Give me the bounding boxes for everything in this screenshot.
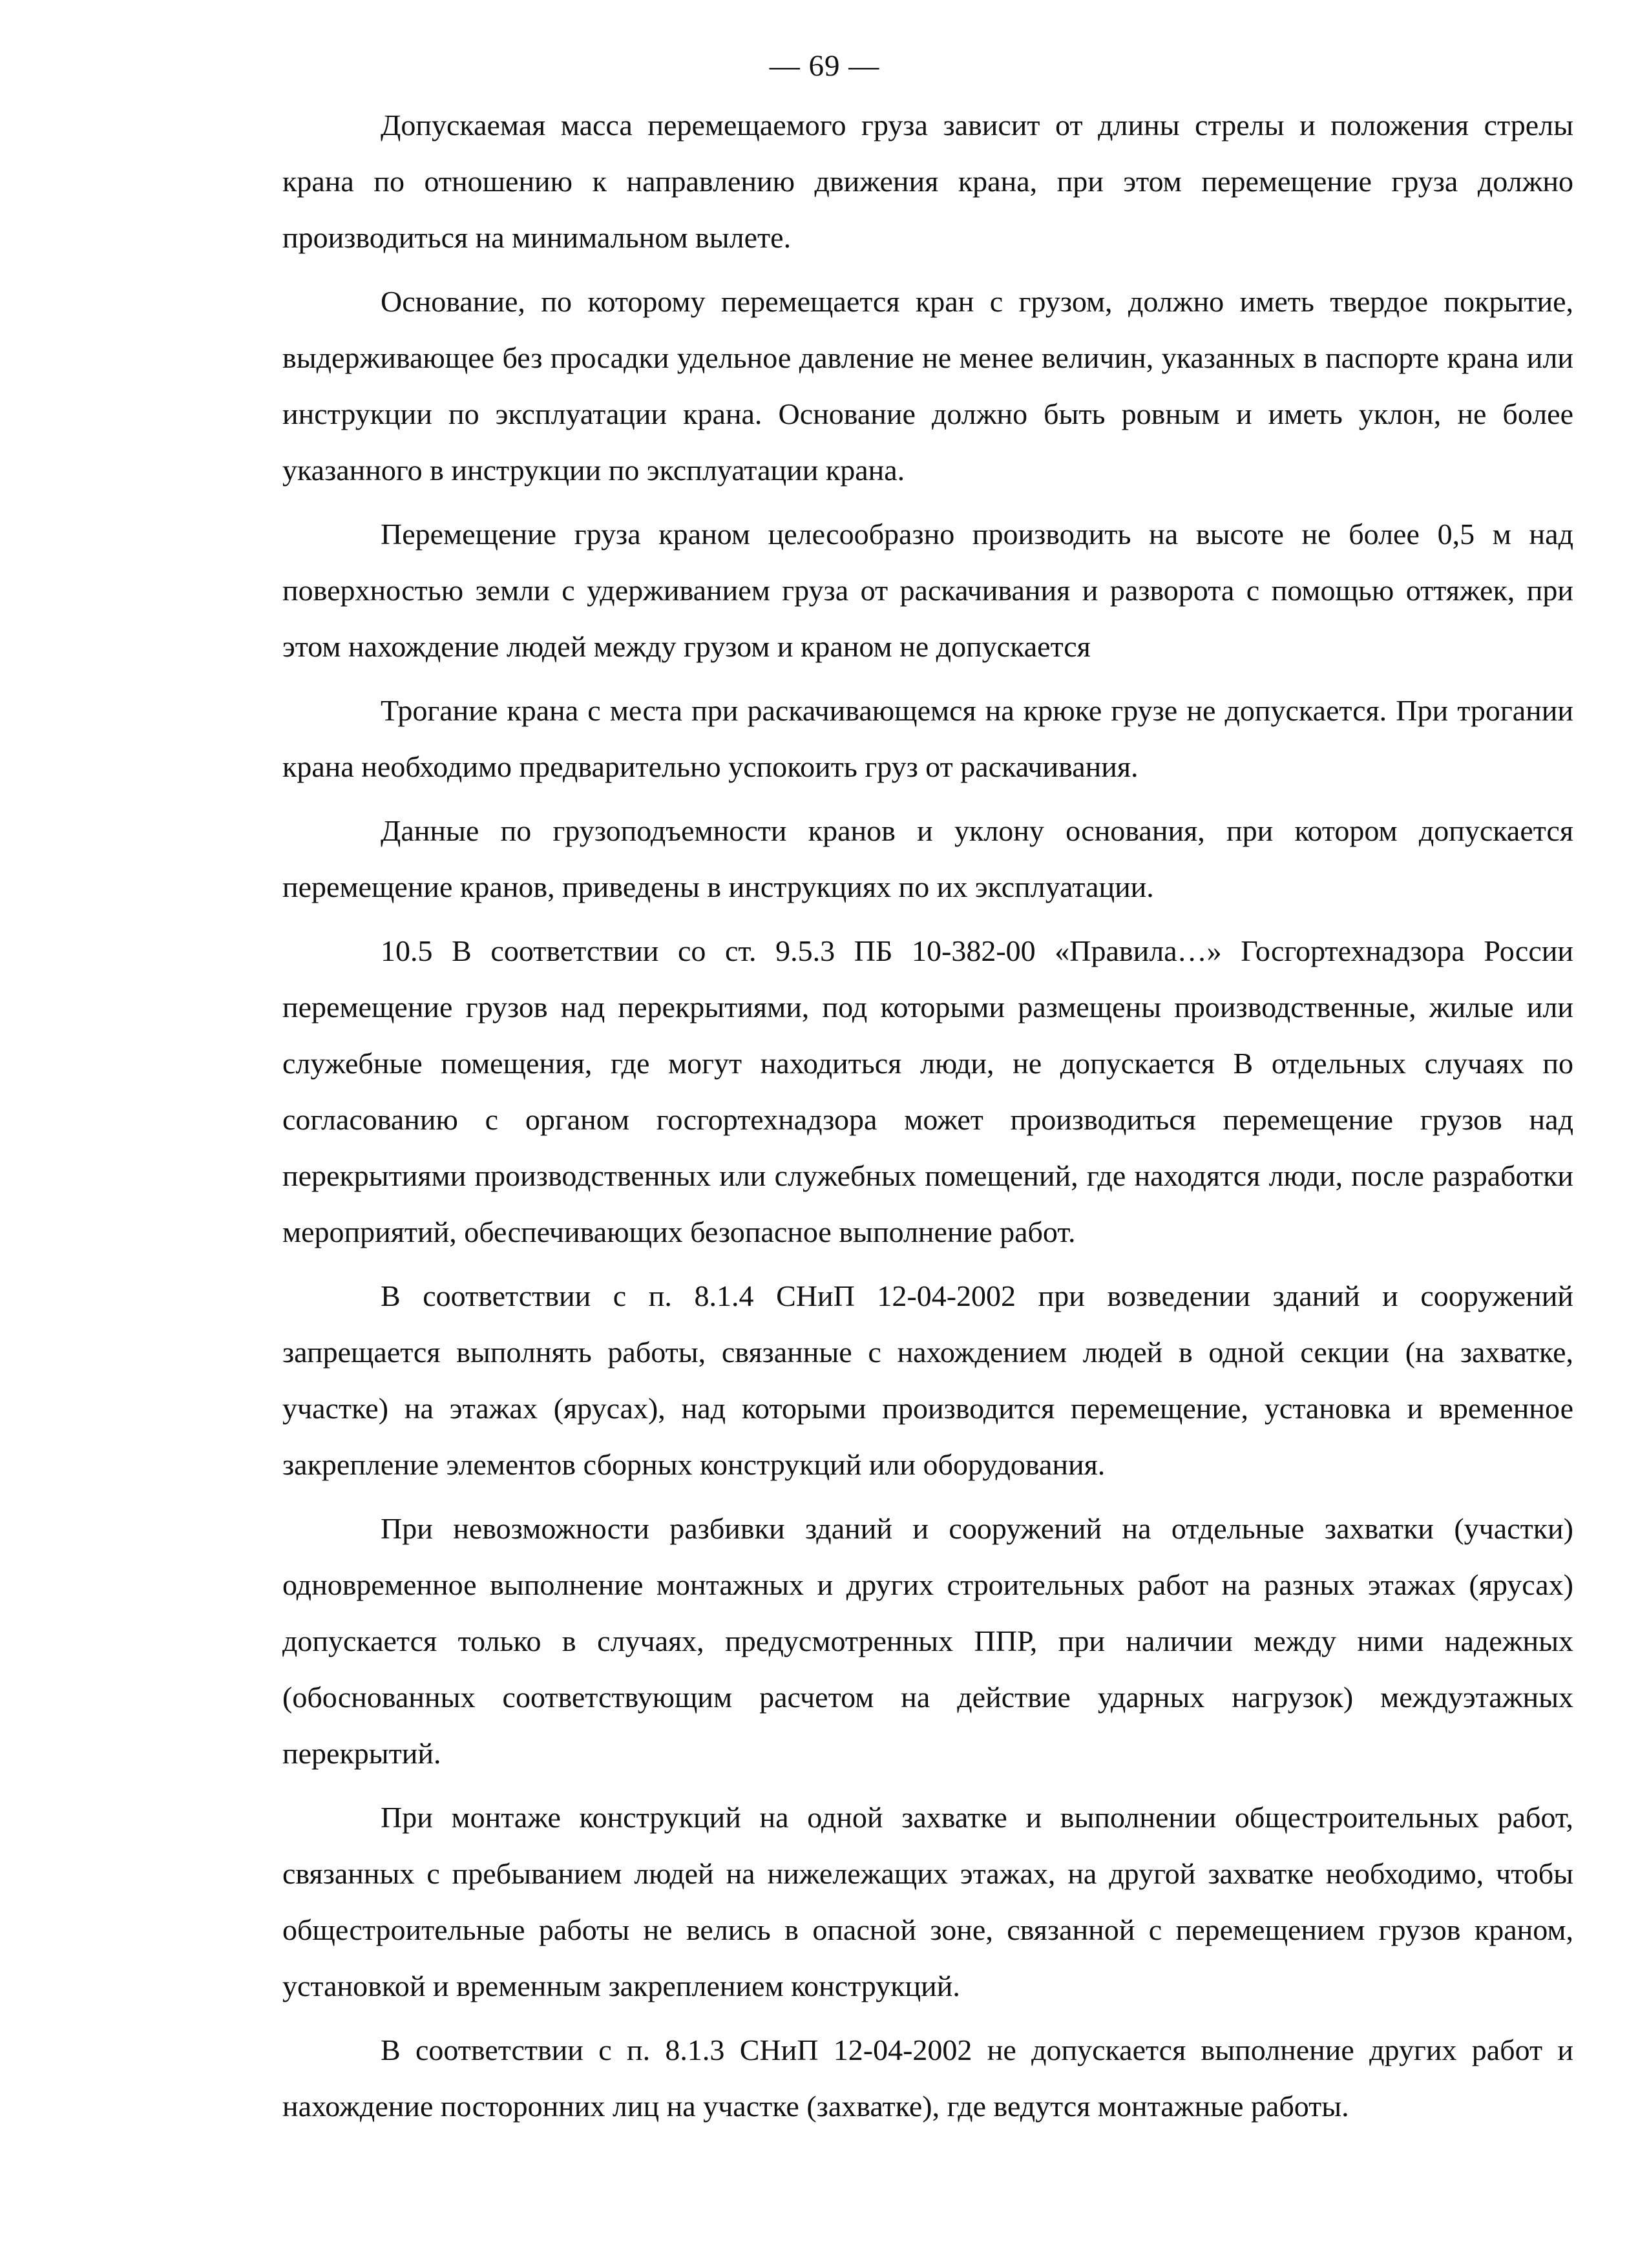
paragraph-section-10-5: 10.5 В соответствии со ст. 9.5.3 ПБ 10-382-00 «Правила…» Госгортехнадзора России перемещение грузов над перекрытиями, под которыми размещены производственные, жилые или служебные помещения, где могут находиться люди, не допускается В отдельных случаях по согласованию с органом госгортехнадзора может производиться перемещение грузов над перекрытиями производственных или служебных помещений, где находятся люди, после разработки мероприятий, обеспечивающих безопасное выполнение работ.	[282, 934, 1573, 1248]
paragraph-capacity-data: Данные по грузоподъемности кранов и уклону основания, при котором допускается перемещение кранов, приведены в инструкциях по их эксплуатации.	[282, 814, 1573, 903]
paragraph-crane-start: Трогание крана с места при раскачивающемся на крюке грузе не допускается. При трогании крана необходимо предварительно успокоить груз от раскачивания.	[282, 694, 1573, 783]
paragraph-mounting-zones: При монтаже конструкций на одной захватке и выполнении общестроительных работ, связанных с пребыванием людей на нижележащих этажах, на другой захватке необходимо, чтобы общестроительные работы не велись в опасной зоне, связанной с перемещением грузов краном, установкой и временным закреплением конструкций.	[282, 1801, 1573, 2002]
document-body	[282, 97, 1573, 2142]
paragraph-cargo-mass: Допускаемая масса перемещаемого груза зависит от длины стрелы и положения стрелы крана по отношению к направлению движения крана, при этом перемещение груза должно производиться на минимальном вылете.	[282, 109, 1573, 254]
paragraph-snip-8-1-4: В соответствии с п. 8.1.4 СНиП 12-04-2002 при возведении зданий и сооружений запрещается выполнять работы, связанные с нахождением людей в одной секции (на захватке, участке) на этажах (ярусах), над которыми производится перемещение, установка и временное закрепление элементов сборных конструкций или оборудования.	[282, 1279, 1573, 1481]
paragraph-crane-base: Основание, по которому перемещается кран с грузом, должно иметь твердое покрытие, выдерживающее без просадки удельное давление не менее величин, указанных в паспорте крана или инструкции по эксплуатации крана. Основание должно быть ровным и иметь уклон, не более указанного в инструкции по эксплуатации крана.	[282, 285, 1573, 487]
paragraph-cargo-height: Перемещение груза краном целесообразно производить на высоте не более 0,5 м над поверхностью земли с удерживанием груза от раскачивания и разворота с помощью оттяжек, при этом нахождение людей между грузом и краном не допускается	[282, 518, 1573, 663]
paragraph-simultaneous-work: При невозможности разбивки зданий и сооружений на отдельные захватки (участки) одновременное выполнение монтажных и других строительных работ на разных этажах (ярусах) допускается только в случаях, предусмотренных ППР, при наличии между ними надежных (обоснованных соответствующим расчетом на действие ударных нагрузок) междуэтажных перекрытий.	[282, 1512, 1573, 1770]
paragraph-snip-8-1-3: В соответствии с п. 8.1.3 СНиП 12-04-2002 не допускается выполнение других работ и нахождение посторонних лиц на участке (захватке), где ведутся монтажные работы.	[282, 2033, 1573, 2123]
page-number: — 69 —	[769, 49, 880, 83]
